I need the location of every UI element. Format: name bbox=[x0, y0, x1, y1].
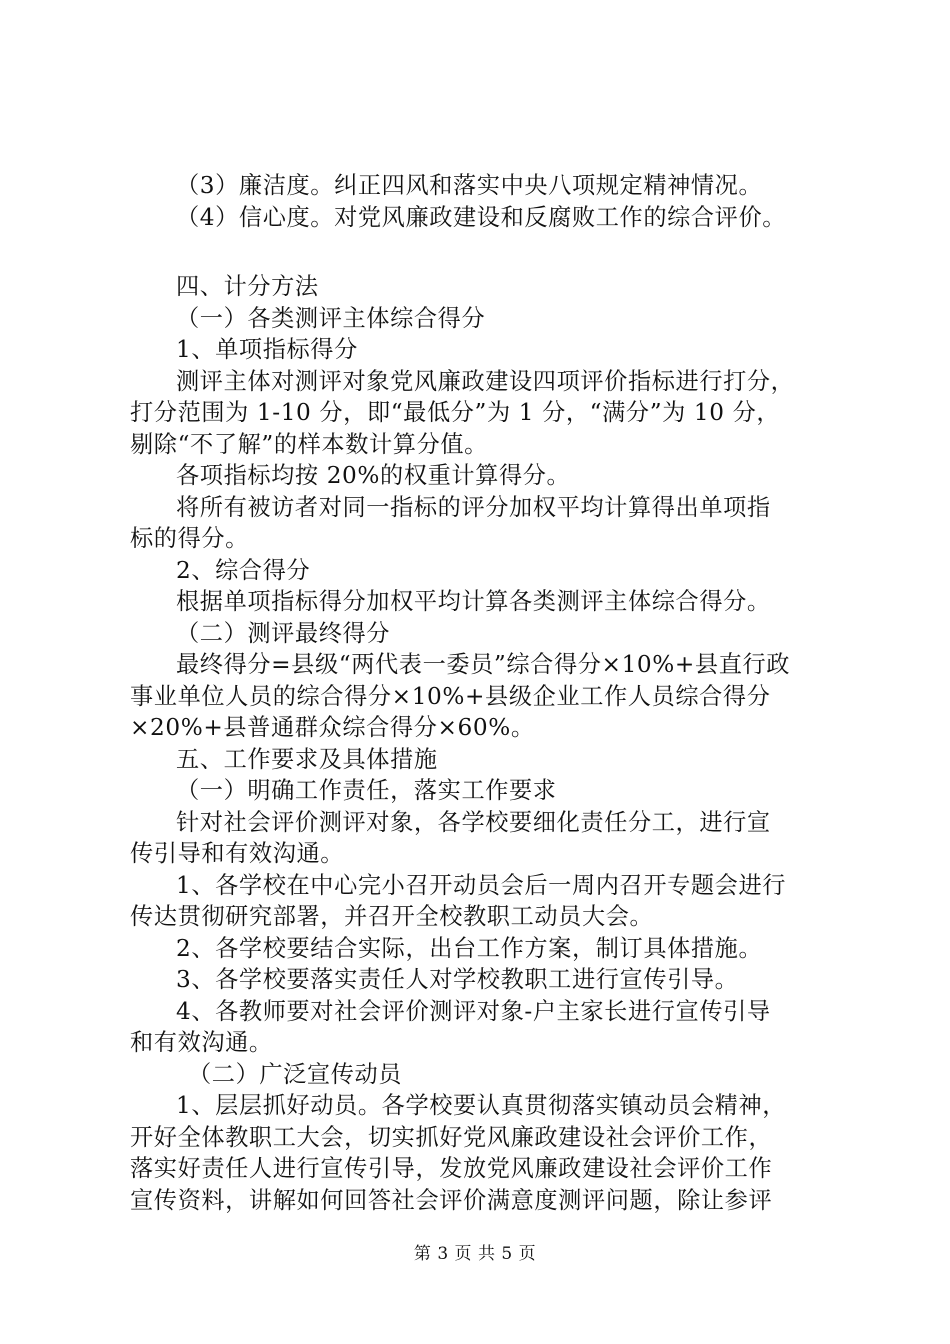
paragraph-line: 剔除“不了解”的样本数计算分值。 bbox=[130, 430, 488, 458]
paragraph-line: 开好全体教职工大会，切实抓好党风廉政建设社会评价工作， bbox=[130, 1123, 773, 1151]
paragraph-line: 1、各学校在中心完小召开动员会后一周内召开专题会进行 bbox=[176, 871, 787, 899]
paragraph-line: 落实好责任人进行宣传引导，发放党风廉政建设社会评价工作 bbox=[130, 1155, 773, 1182]
paragraph-line: （3）廉洁度。纠正四风和落实中央八项规定精神情况。 bbox=[176, 172, 763, 199]
paragraph-line: 根据单项指标得分加权平均计算各类测评主体综合得分。 bbox=[176, 588, 771, 615]
document-body bbox=[130, 170, 830, 1216]
subsection-heading: （二）测评最终得分 bbox=[176, 619, 391, 647]
paragraph-line: （4）信心度。对党风廉政建设和反腐败工作的综合评价。 bbox=[176, 203, 787, 231]
paragraph-line: 传达贯彻研究部署，并召开全校教职工动员大会。 bbox=[130, 903, 654, 930]
paragraph-line: 事业单位人员的综合得分×10%+县级企业工作人员综合得分 bbox=[130, 682, 771, 710]
item-heading: 1、单项指标得分 bbox=[176, 336, 358, 363]
subsection-heading: （一）明确工作责任，落实工作要求 bbox=[176, 777, 557, 804]
paragraph-line: 测评主体对测评对象党风廉政建设四项评价指标进行打分， bbox=[176, 367, 795, 395]
paragraph-line: ×20%+县普通群众综合得分×60%。 bbox=[130, 714, 535, 741]
paragraph-line: 打分范围为 1-10 分，即“最低分”为 1 分，“满分”为 10 分， bbox=[130, 399, 781, 426]
paragraph-line: 和有效沟通。 bbox=[130, 1029, 273, 1056]
subsection-heading: （二）广泛宣传动员 bbox=[188, 1060, 403, 1088]
paragraph-line: 1、层层抓好动员。各学校要认真贯彻落实镇动员会精神， bbox=[176, 1092, 787, 1119]
paragraph-line: 宣传资料，讲解如何回答社会评价满意度测评问题，除让参评 bbox=[130, 1186, 773, 1214]
subsection-heading: （一）各类测评主体综合得分 bbox=[176, 304, 486, 332]
paragraph-line: 最终得分=县级“两代表一委员”综合得分×10%+县直行政 bbox=[176, 651, 791, 678]
paragraph-line: 4、各教师要对社会评价测评对象-户主家长进行宣传引导 bbox=[176, 997, 771, 1025]
paragraph-line: 各项指标均按 20%的权重计算得分。 bbox=[176, 462, 571, 489]
section-heading: 五、工作要求及具体措施 bbox=[176, 745, 438, 773]
paragraph-line: 传引导和有效沟通。 bbox=[130, 840, 345, 867]
paragraph-line: 2、各学校要结合实际，出台工作方案，制订具体措施。 bbox=[176, 934, 763, 962]
paragraph-line: 针对社会评价测评对象，各学校要细化责任分工，进行宣 bbox=[176, 808, 771, 836]
item-heading: 2、综合得分 bbox=[176, 556, 311, 584]
paragraph-line: 将所有被访者对同一指标的评分加权平均计算得出单项指 bbox=[176, 493, 771, 521]
paragraph-line: 标的得分。 bbox=[130, 525, 249, 552]
paragraph-gap bbox=[130, 233, 830, 271]
page-number-footer: 第 3 页 共 5 页 bbox=[413, 1244, 537, 1264]
paragraph-line: 3、各学校要落实责任人对学校教职工进行宣传引导。 bbox=[176, 966, 739, 993]
section-heading: 四、计分方法 bbox=[176, 273, 319, 300]
